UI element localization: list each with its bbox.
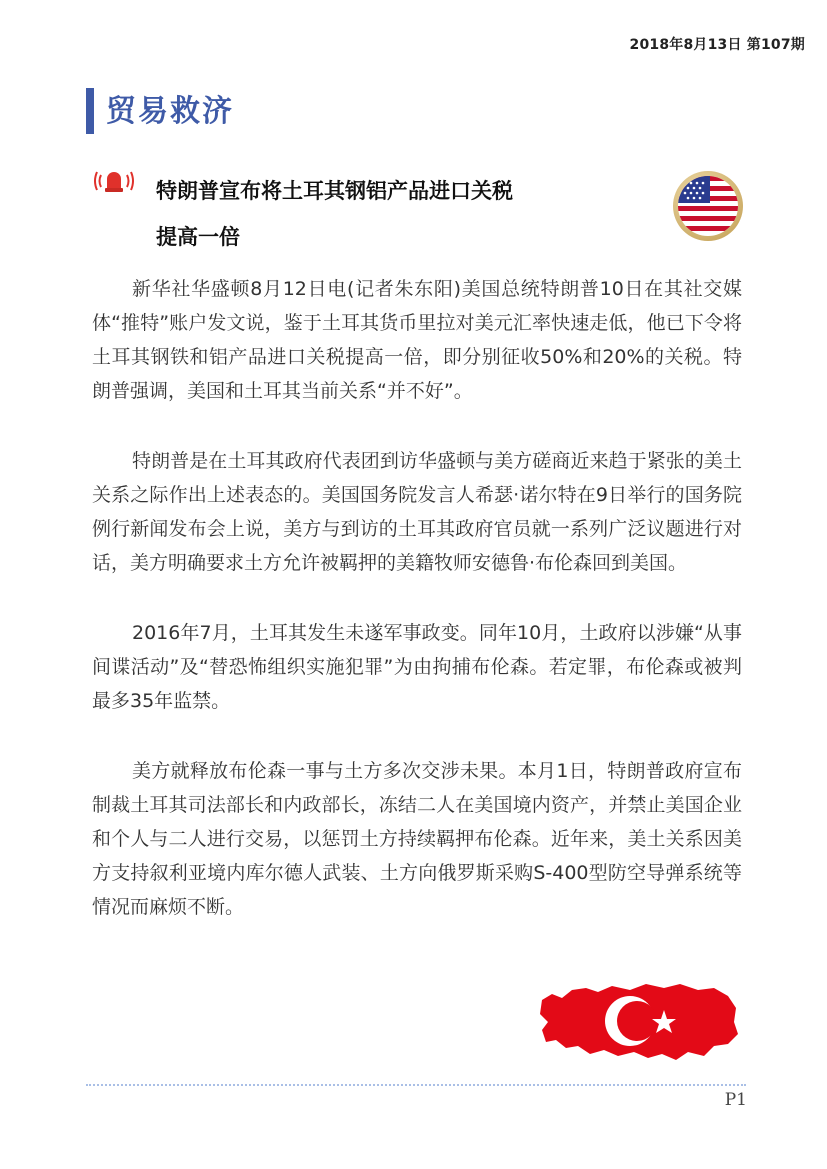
footer-divider bbox=[86, 1084, 746, 1086]
page-number: P1 bbox=[724, 1090, 747, 1110]
headline-line-1: 特朗普宣布将土耳其钢铝产品进口关税 bbox=[156, 179, 513, 203]
article-body bbox=[92, 272, 742, 960]
headline-line-2: 提高一倍 bbox=[156, 225, 240, 249]
turkey-flag-map bbox=[538, 978, 742, 1066]
paragraph: 2016年7月，土耳其发生未遂军事政变。同年10月，土政府以涉嫌“从事间谍活动”及“替恐怖组织实施犯罪”为由拘捕布伦森。若定罪，布伦森或被判最多35年监禁。 bbox=[92, 622, 742, 712]
paragraph: 美方就释放布伦森一事与土方多次交涉未果。本月1日，特朗普政府宣布制裁土耳其司法部长和内政部长，冻结二人在美国境内资产，并禁止美国企业和个人与二人进行交易，以惩罚土方持续羁押布伦森。近年来，美土关系因美方支持叙利亚境内库尔德人武装、土方向俄罗斯采购S-400型防空导弹系统等情况而麻烦不断。 bbox=[92, 760, 742, 918]
paragraph: 新华社华盛顿8月12日电(记者朱东阳)美国总统特朗普10日在其社交媒体“推特”账户发文说，鉴于土耳其货币里拉对美元汇率快速走低，他已下令将土耳其钢铁和铝产品进口关税提高一倍，即分别征收50%和20%的关税。特朗普强调，美国和土耳其当前关系“并不好”。 bbox=[92, 278, 742, 402]
paragraph: 特朗普是在土耳其政府代表团到访华盛顿与美方磋商近来趋于紧张的美土关系之际作出上述表态的。美国国务院发言人希瑟·诺尔特在9日举行的国务院例行新闻发布会上说，美方与到访的土耳其政府官员就一系列广泛议题进行对话，美方明确要求土方允许被羁押的美籍牧师安德鲁·布伦森回到美国。 bbox=[92, 450, 742, 574]
issue-date: 2018年8月13日 第107期 bbox=[629, 37, 805, 53]
headline bbox=[156, 168, 636, 260]
section-title: 贸易救济 bbox=[106, 94, 234, 129]
section-accent-bar bbox=[86, 88, 94, 134]
alarm-bell-icon bbox=[94, 166, 134, 198]
us-flag-badge bbox=[672, 170, 744, 242]
